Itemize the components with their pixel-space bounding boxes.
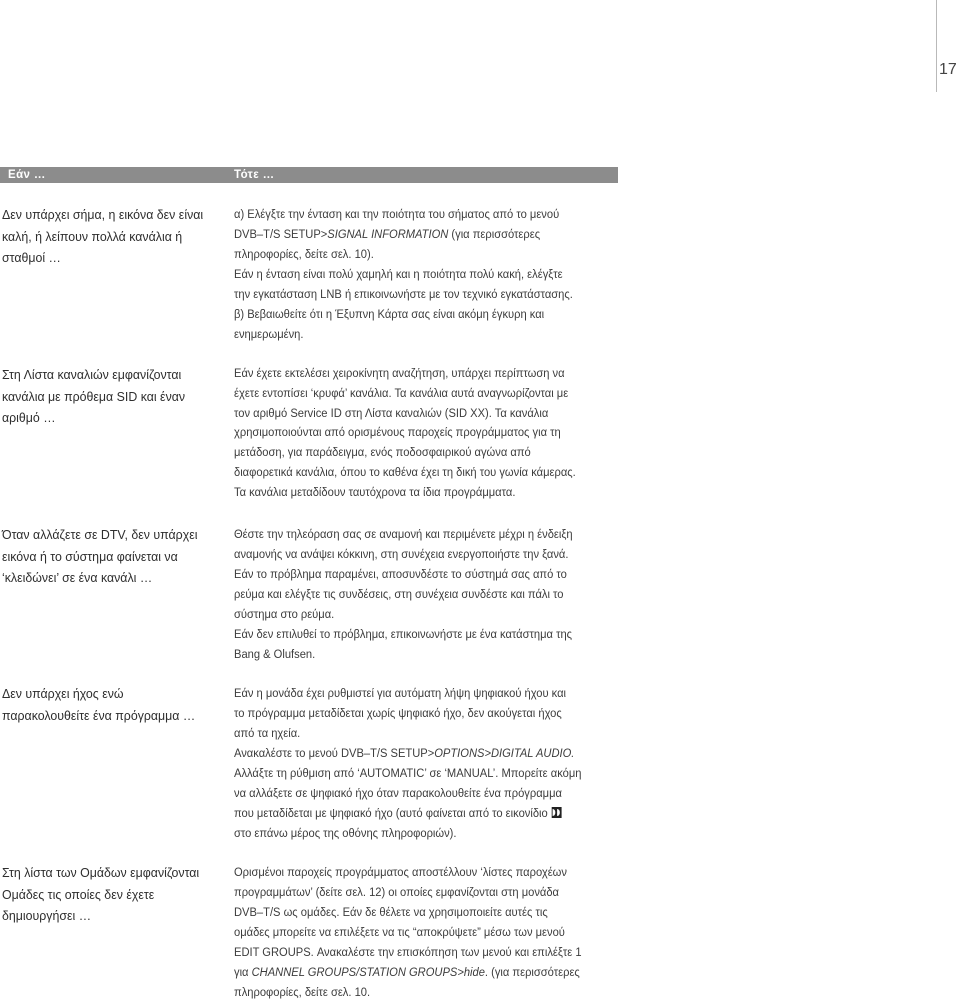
text-line [234,783,585,803]
text-segment: την εγκατάσταση LNB ή επικοινωνήστε με τον τεχνικό εγκατάστασης. [234,287,573,301]
text-segment: Όταν αλλάζετε σε DTV, δεν υπάρχει [2,527,198,542]
text-segment: αριθμό … [2,410,56,426]
text-line [234,204,585,224]
text-line [234,962,585,982]
text-segment: Ορισμένοι παροχείς προγράμματος αποστέλλουν ‘λίστες παροχέων [234,865,567,879]
text-line [234,803,585,823]
text-segment: πληροφορίες, δείτε σελ. 10). [234,247,374,261]
text-segment: εικόνα ή το σύστημα φαίνεται να [2,548,178,564]
text-segment: να αλλάξετε σε ψηφιακό ήχο όταν παρακολουθείτε ένα πρόγραμμα [234,786,562,800]
text-segment: Δεν υπάρχει σήμα, η εικόνα δεν είναι [2,207,204,222]
text-line [234,763,585,783]
text-segment: αναμονής να ανάψει κόκκινη, στη συνέχεια ενεργοποιήστε την ξανά. [234,547,569,561]
text-segment: σταθμοί … [2,250,61,266]
text-line [2,862,202,884]
text-line [234,743,585,763]
text-line [234,902,585,922]
text-line [234,683,585,703]
text-line [2,905,202,927]
text-segment: DVB–T/S SETUP> [234,227,328,241]
text-line [234,564,585,584]
text-segment: Εάν έχετε εκτελέσει χειροκίνητη αναζήτηση, υπάρχει περίπτωση να [234,366,565,380]
text-segment: καλή, ή λείπουν πολλά κανάλια ή [2,228,183,244]
text-line [2,567,202,589]
text-segment: EDIT GROUPS. Ανακαλέστε την επισκόπηση των μενού και επιλέξτε 1 [234,945,582,959]
text-segment: προγραμμάτων’ (δείτε σελ. 12) οι οποίες εμφανίζονται στη μονάδα [234,885,560,899]
text-segment: Εάν η μονάδα έχει ρυθμιστεί για αυτόματη λήψη ψηφιακού ήχου και [234,686,567,700]
text-line [234,284,585,304]
solution-text [234,204,624,344]
text-line [2,204,202,226]
text-segment: χρησιμοποιούνται από ορισμένους παροχείς προγράμματος για τη [234,425,561,440]
text-segment: για [234,965,252,979]
text-line [234,443,585,463]
text-segment: κανάλια με πρόθεμα SID και έναν [2,388,186,404]
solution-text [234,524,624,664]
text-line [234,544,585,564]
text-line [234,423,585,443]
text-line [234,404,585,424]
text-segment: δημιουργήσει … [2,908,92,924]
text-segment: Εάν το πρόβλημα παραμένει, αποσυνδέστε το σύστημά σας από το [234,567,567,581]
text-line [234,703,585,723]
text-segment: τον αριθμό Service ID στη Λίστα καναλιών (SID XX). Τα κανάλια [234,405,549,420]
text-segment: σύστημα στο ρεύμα. [234,607,335,621]
text-line [234,324,585,344]
text-line [234,644,585,664]
problem-text [2,524,217,589]
text-line [234,823,585,843]
text-segment: πληροφορίες, δείτε σελ. 10. [234,985,371,999]
problem-text [2,204,217,269]
text-segment: ‘κλειδώνει’ σε ένα κανάλι … [2,570,153,586]
text-segment: παρακολουθείτε ένα πρόγραμμα … [2,707,196,723]
page-edge-line [936,0,937,92]
text-segment: DVB–T/S ως ομάδες. Εάν δε θέλετε να χρησιμοποιείτε αυτές τις [234,905,548,919]
problem-text [2,364,217,429]
text-segment: στο επάνω μέρος της οθόνης πληροφοριών). [234,826,457,840]
text-segment: β) Βεβαιωθείτε ότι η Έξυπνη Κάρτα σας είναι ακόμη έγκυρη και [234,307,545,321]
page-number: 17 [939,61,957,78]
text-line [234,304,585,324]
text-line [234,384,585,404]
dolby-digital-icon [551,807,561,818]
text-line [234,264,585,284]
text-line [2,386,202,408]
text-segment: ομάδες μπορείτε να επιλέξετε να τις “αποκρύψετε” μέσω των μενού [234,925,565,939]
text-line [234,584,585,604]
text-line [234,524,585,544]
text-line [2,884,202,906]
menu-path: CHANNEL GROUPS/STATION GROUPS>hide [251,965,485,979]
text-line [234,483,585,503]
text-line [2,407,202,429]
problem-text [2,862,217,927]
text-line [2,247,202,269]
text-line [2,705,202,727]
text-line [234,463,585,483]
menu-path: OPTIONS>DIGITAL AUDIO. [434,746,575,760]
text-segment: διαφορετικά κανάλια, όπου το καθένα έχει τη δική του γωνία κάμερας. [234,464,576,479]
text-segment: α) Ελέγξτε την ένταση και την ποιότητα του σήματος από το μενού [234,207,560,221]
text-segment: ενημερωμένη. [234,327,304,341]
header-then: Τότε … [234,169,275,181]
text-line [2,546,202,568]
text-line [234,604,585,624]
header-if: Εάν … [8,169,46,181]
text-segment: (για περισσότερες [448,227,541,241]
text-segment: Στη Λίστα καναλιών εμφανίζονται [2,367,182,382]
text-segment: Ανακαλέστε το μενού DVB–T/S SETUP> [234,746,435,760]
text-line [234,982,585,1002]
solution-text [234,683,624,843]
text-segment: Ομάδες τις οποίες δεν έχετε [2,886,155,902]
text-line [2,683,202,705]
solution-text [234,364,624,503]
text-line [234,364,585,384]
text-segment: . (για περισσότερες [484,965,580,979]
text-segment: Εάν η ένταση είναι πολύ χαμηλή και η ποιότητα πολύ κακή, ελέγξτε [234,267,563,281]
text-segment: Δεν υπάρχει ήχος ενώ [2,686,124,701]
text-segment: Εάν δεν επιλυθεί το πρόβλημα, επικοινωνήστε με ένα κατάστημα της [234,627,573,641]
text-line [2,524,202,546]
text-line [234,862,585,882]
text-segment: το πρόγραμμα μεταδίδεται χωρίς ψηφιακό ήχο, δεν ακούγεται ήχος [234,706,562,720]
text-line [234,244,585,264]
text-segment: Θέστε την τηλεόραση σας σε αναμονή και περιμένετε μέχρι η ένδειξη [234,527,573,541]
text-segment: μετάδοση, για παράδειγμα, ενός ποδοσφαιρικού αγώνα από [234,445,531,460]
text-line [2,226,202,248]
text-line [234,922,585,942]
text-segment: Αλλάξτε τη ρύθμιση από ‘AUTOMATIC’ σε ‘MANUAL’. Μπορείτε ακόμη [234,766,582,780]
text-segment: από τα ηχεία. [234,726,301,740]
text-segment: Bang & Olufsen. [234,647,316,661]
problem-text [2,683,217,726]
text-line [234,723,585,743]
solution-text [234,862,624,1002]
text-segment: Τα κανάλια μεταδίδουν ταυτόχρονα τα ίδια προγράμματα. [234,484,516,499]
text-line [234,882,585,902]
text-line [234,942,585,962]
text-line [234,624,585,644]
text-line [2,364,202,386]
text-line [234,224,585,244]
text-segment: ρεύμα και ελέγξτε τις συνδέσεις, στη συνέχεια συνδέστε και πάλι το [234,587,564,601]
table-header [0,167,618,183]
text-segment: Στη λίστα των Ομάδων εμφανίζονται [2,865,200,880]
text-segment: που μεταδίδεται με ψηφιακό ήχο (αυτό φαίνεται από το εικονίδιο [234,806,548,820]
menu-path: SIGNAL INFORMATION [327,227,449,241]
text-segment: έχετε εντοπίσει ‘κρυφά’ κανάλια. Τα κανάλια αυτά αναγνωρίζονται με [234,385,569,400]
